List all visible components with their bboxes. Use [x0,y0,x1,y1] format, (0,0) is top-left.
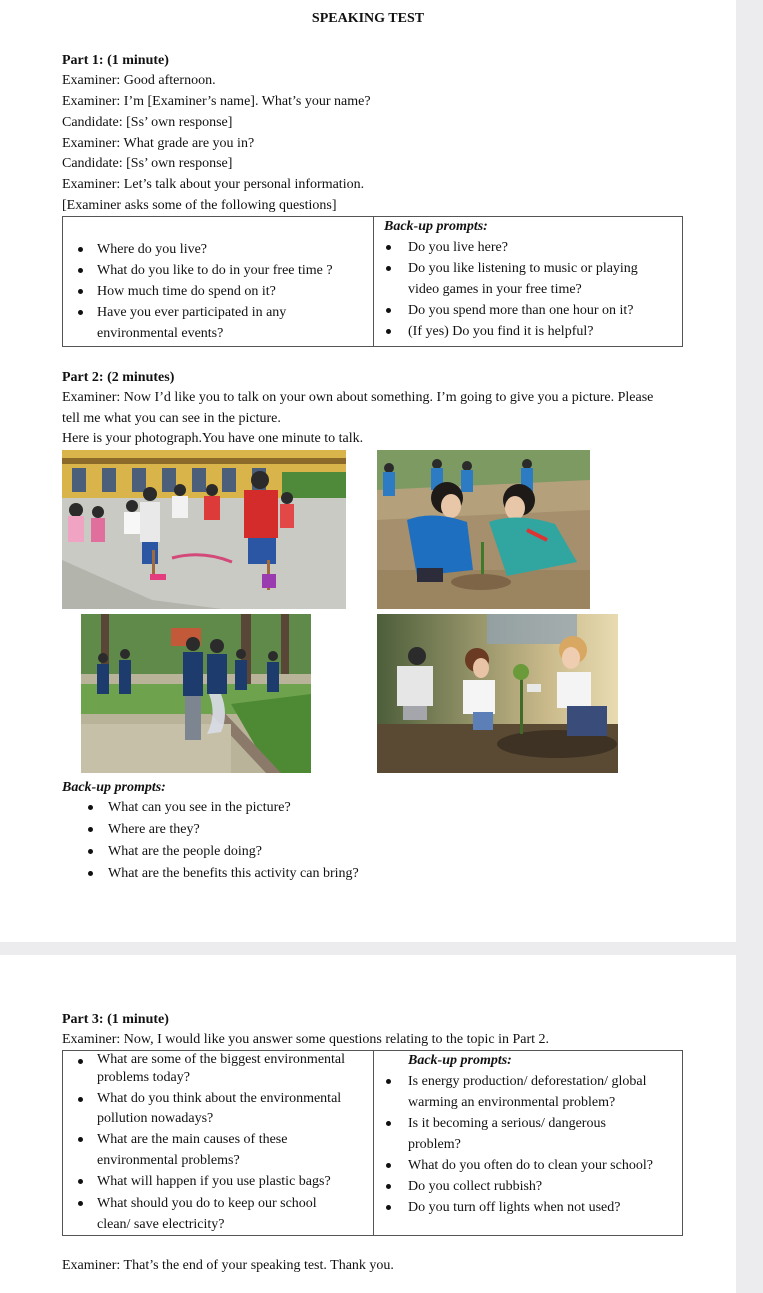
part1-question-table [62,216,683,347]
part3-backup-cell [374,1051,683,1236]
part3-backup-list [374,1071,682,1218]
part1-line: Candidate: [Ss’ own response] [62,115,233,130]
part3-instruction: Examiner: Now, I would like you answer some questions relating to the topic in Part 2. [62,1032,550,1047]
part2-backup-header: Back-up prompts: [62,780,166,795]
list-item: (If yes) Do you find it is helpful? [374,321,682,342]
students-sweeping-photo [62,450,346,609]
part2-backup-list [62,797,359,885]
list-item: What will happen if you use plastic bags? [63,1171,373,1193]
part3-questions-cell [63,1051,374,1236]
list-item: What can you see in the picture? [62,797,359,819]
part1-backup-header: Back-up prompts: [384,219,488,234]
part1-line: [Examiner asks some of the following questions] [62,198,337,213]
list-item: Where do you live? [63,239,373,260]
part1-line: Candidate: [Ss’ own response] [62,156,233,171]
children-planting-seedlings-photo [377,614,618,773]
part1-line: Examiner: Let’s talk about your personal information. [62,177,365,192]
part3-question-table [62,1050,683,1236]
part1-backup-list [374,237,682,342]
part1-line: Examiner: Good afternoon. [62,73,216,88]
list-item: Do you collect rubbish? [374,1176,682,1197]
students-collecting-rubbish-photo [81,614,311,773]
part2-instruction: tell me what you can see in the picture. [62,411,281,426]
list-item: Is it becoming a serious/ dangerous problem? [374,1113,682,1155]
part2-instruction: Here is your photograph.You have one minute to talk. [62,431,364,446]
list-item: Do you turn off lights when not used? [374,1197,682,1218]
list-item: What do you often do to clean your school? [374,1155,682,1176]
list-item: Do you like listening to music or playing video games in your free time? [374,258,682,300]
list-item: What do you think about the environmental pollution nowadays? [63,1089,373,1129]
part3-heading: Part 3: (1 minute) [62,1012,169,1027]
document-page-2 [0,955,736,1293]
part1-question-list [63,239,373,344]
part2-heading: Part 2: (2 minutes) [62,370,175,385]
list-item: Is energy production/ deforestation/ global warming an environmental problem? [374,1071,682,1113]
list-item: What do you like to do in your free time ? [63,260,373,281]
part3-question-list [63,1051,373,1235]
part1-backup-cell [374,217,683,347]
students-planting-tree-photo [377,450,590,609]
closing-line: Examiner: That’s the end of your speaking test. Thank you. [62,1258,394,1273]
list-item: Do you live here? [374,237,682,258]
list-item: What should you do to keep our school clean/ save electricity? [63,1193,373,1235]
list-item: What are the benefits this activity can bring? [62,863,359,885]
list-item: What are some of the biggest environmental problems today? [63,1051,373,1089]
part1-line: Examiner: What grade are you in? [62,136,255,151]
list-item: Where are they? [62,819,359,841]
part3-backup-header: Back-up prompts: [408,1053,512,1068]
list-item: What are the main causes of these environmental problems? [63,1129,373,1171]
list-item: Do you spend more than one hour on it? [374,300,682,321]
part1-heading: Part 1: (1 minute) [62,53,169,68]
list-item: How much time do spend on it? [63,281,373,302]
part2-instruction: Examiner: Now I’d like you to talk on your own about something. I’m going to give you a picture. Please [62,390,654,405]
part1-questions-cell [63,217,374,347]
list-item: What are the people doing? [62,841,359,863]
part1-line: Examiner: I’m [Examiner’s name]. What’s your name? [62,94,371,109]
page-title: SPEAKING TEST [311,11,425,26]
list-item: Have you ever participated in any environmental events? [63,302,373,344]
